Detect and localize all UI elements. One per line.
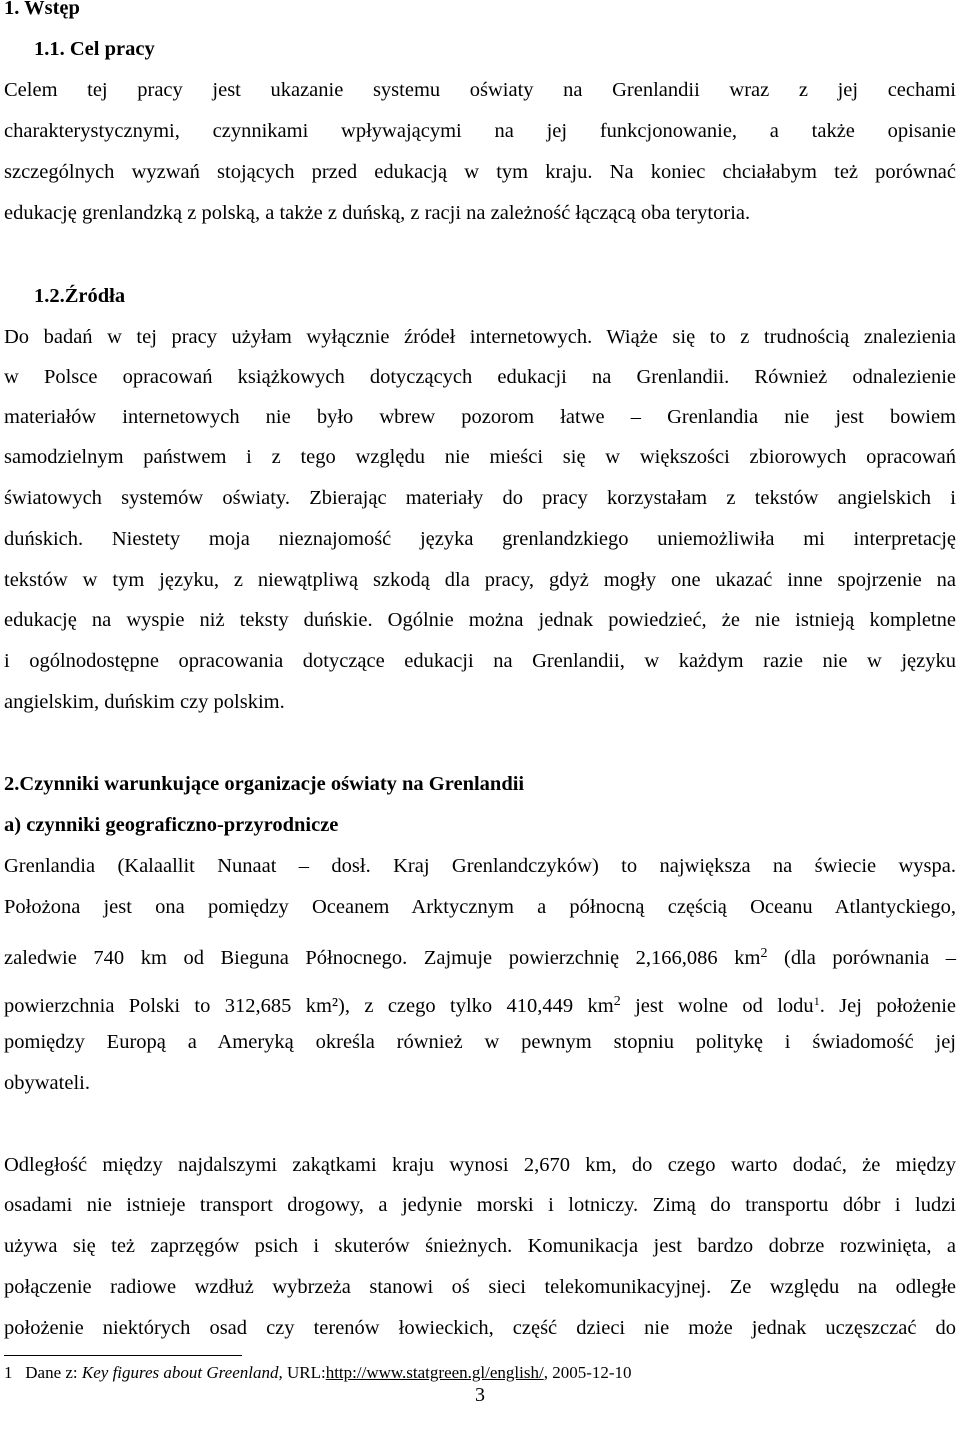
text-line: [4, 988, 956, 1019]
text-line: tekstów w tym języku, z niewątpliwą szkodą dla pracy, gdyż mogły one ukazać inne spojrzenie na: [4, 569, 956, 591]
text-line: używa się też zaprzęgów psich i skuterów śnieżnych. Komunikacja jest bardzo dobrze rozwinięta, a: [4, 1235, 956, 1257]
footnote-text: Dane z:: [25, 1363, 82, 1382]
text-segment: jest wolne od lodu: [620, 995, 814, 1017]
heading-cel-pracy: 1.1. Cel pracy: [34, 38, 155, 60]
text-line: pomiędzy Europą a Ameryką określa również w pewnym stopniu politykę i świadomość jej: [4, 1031, 956, 1053]
text-line: duńskich. Niestety moja nieznajomość języka grenlandzkiego uniemożliwiła mi interpretację: [4, 528, 956, 550]
text-line: w Polsce opracowań książkowych dotyczących edukacji na Grenlandii. Również odnalezienie: [4, 366, 956, 388]
text-line: Grenlandia (Kalaallit Nunaat – dosł. Kraj Grenlandczyków) to największa na świecie wyspa.: [4, 855, 956, 877]
superscript: 2: [760, 946, 768, 961]
text-segment: powierzchnia Polski to 312,685 km²), z czego tylko 410,449 km: [4, 995, 614, 1017]
text-line: obywateli.: [4, 1072, 90, 1094]
text-line: Odległość między najdalszymi zakątkami kraju wynosi 2,670 km, do czego warto dodać, że między: [4, 1154, 956, 1176]
text-line: materiałów internetowych nie było wbrew pozorom łatwe – Grenlandia nie jest bowiem: [4, 406, 956, 428]
text-line: edukację na wyspie niż teksty duńskie. Ogólnie można jednak powiedzieć, że nie istnieją kompletne: [4, 609, 956, 631]
footnote-separator: [4, 1355, 242, 1356]
heading-wstep: 1. Wstęp: [4, 0, 80, 19]
footnote-number: 1: [4, 1363, 13, 1382]
text-line: [4, 941, 956, 971]
text-line: Położona jest ona pomiędzy Oceanem Arktycznym a północną częścią Oceanu Atlantyckiego,: [4, 896, 956, 918]
text-line: Celem tej pracy jest ukazanie systemu oświaty na Grenlandii wraz z jej cechami: [4, 79, 956, 101]
text-line: charakterystycznymi, czynnikami wpływającymi na jej funkcjonowanie, a także opisanie: [4, 120, 956, 142]
text-segment: . Jej położenie: [819, 995, 957, 1017]
text-line: światowych systemów oświaty. Zbierając materiały do pracy korzystałam z tekstów angielskich i: [4, 487, 956, 509]
text-line: położenie niektórych osad czy terenów łowieckich, część dzieci nie może jednak uczęszczać do: [4, 1317, 956, 1339]
footnote: [4, 1362, 632, 1384]
heading-czynniki: 2.Czynniki warunkujące organizacje oświaty na Grenlandii: [4, 773, 525, 795]
page-number: 3: [475, 1384, 485, 1406]
text-line: Do badań w tej pracy użyłam wyłącznie źródeł internetowych. Wiąże się to z trudnością znalezienia: [4, 326, 956, 348]
superscript: 2: [613, 994, 621, 1009]
heading-czynniki-geograficzne: a) czynniki geograficzno-przyrodnicze: [4, 814, 339, 836]
footnote-marker[interactable]: 1: [813, 994, 820, 1008]
text-segment: (dla porównania –: [767, 947, 956, 969]
footnote-source-title: Key figures about Greenland,: [81, 1363, 283, 1382]
text-line: osadami nie istnieje transport drogowy, a jedynie morski i lotniczy. Zimą do transportu dóbr i ludzi: [4, 1194, 956, 1216]
footnote-date: , 2005-12-10: [543, 1363, 632, 1382]
text-line: szczególnych wyzwań stojących przed edukacją w tym kraju. Na koniec chciałabym też porównać: [4, 161, 956, 183]
footnote-link[interactable]: http://www.statgreen.gl/english/: [325, 1363, 544, 1382]
text-line: edukację grenlandzką z polską, a także z duńską, z racji na zależność łączącą oba terytoria.: [4, 202, 751, 224]
footnote-url-label: URL:: [282, 1363, 326, 1382]
text-line: i ogólnodostępne opracowania dotyczące edukacji na Grenlandii, w każdym razie nie w języku: [4, 650, 956, 672]
text-line: angielskim, duńskim czy polskim.: [4, 691, 285, 713]
text-line: połączenie radiowe wzdłuż wybrzeża stanowi oś sieci telekomunikacyjnej. Ze względu na odległe: [4, 1276, 956, 1298]
text-segment: zaledwie 740 km od Bieguna Północnego. Zajmuje powierzchnię 2,166,086 km: [4, 947, 761, 969]
text-line: samodzielnym państwem i z tego względu nie mieści się w większości zbiorowych opracowań: [4, 446, 956, 468]
heading-zrodla: 1.2.Źródła: [34, 285, 126, 307]
